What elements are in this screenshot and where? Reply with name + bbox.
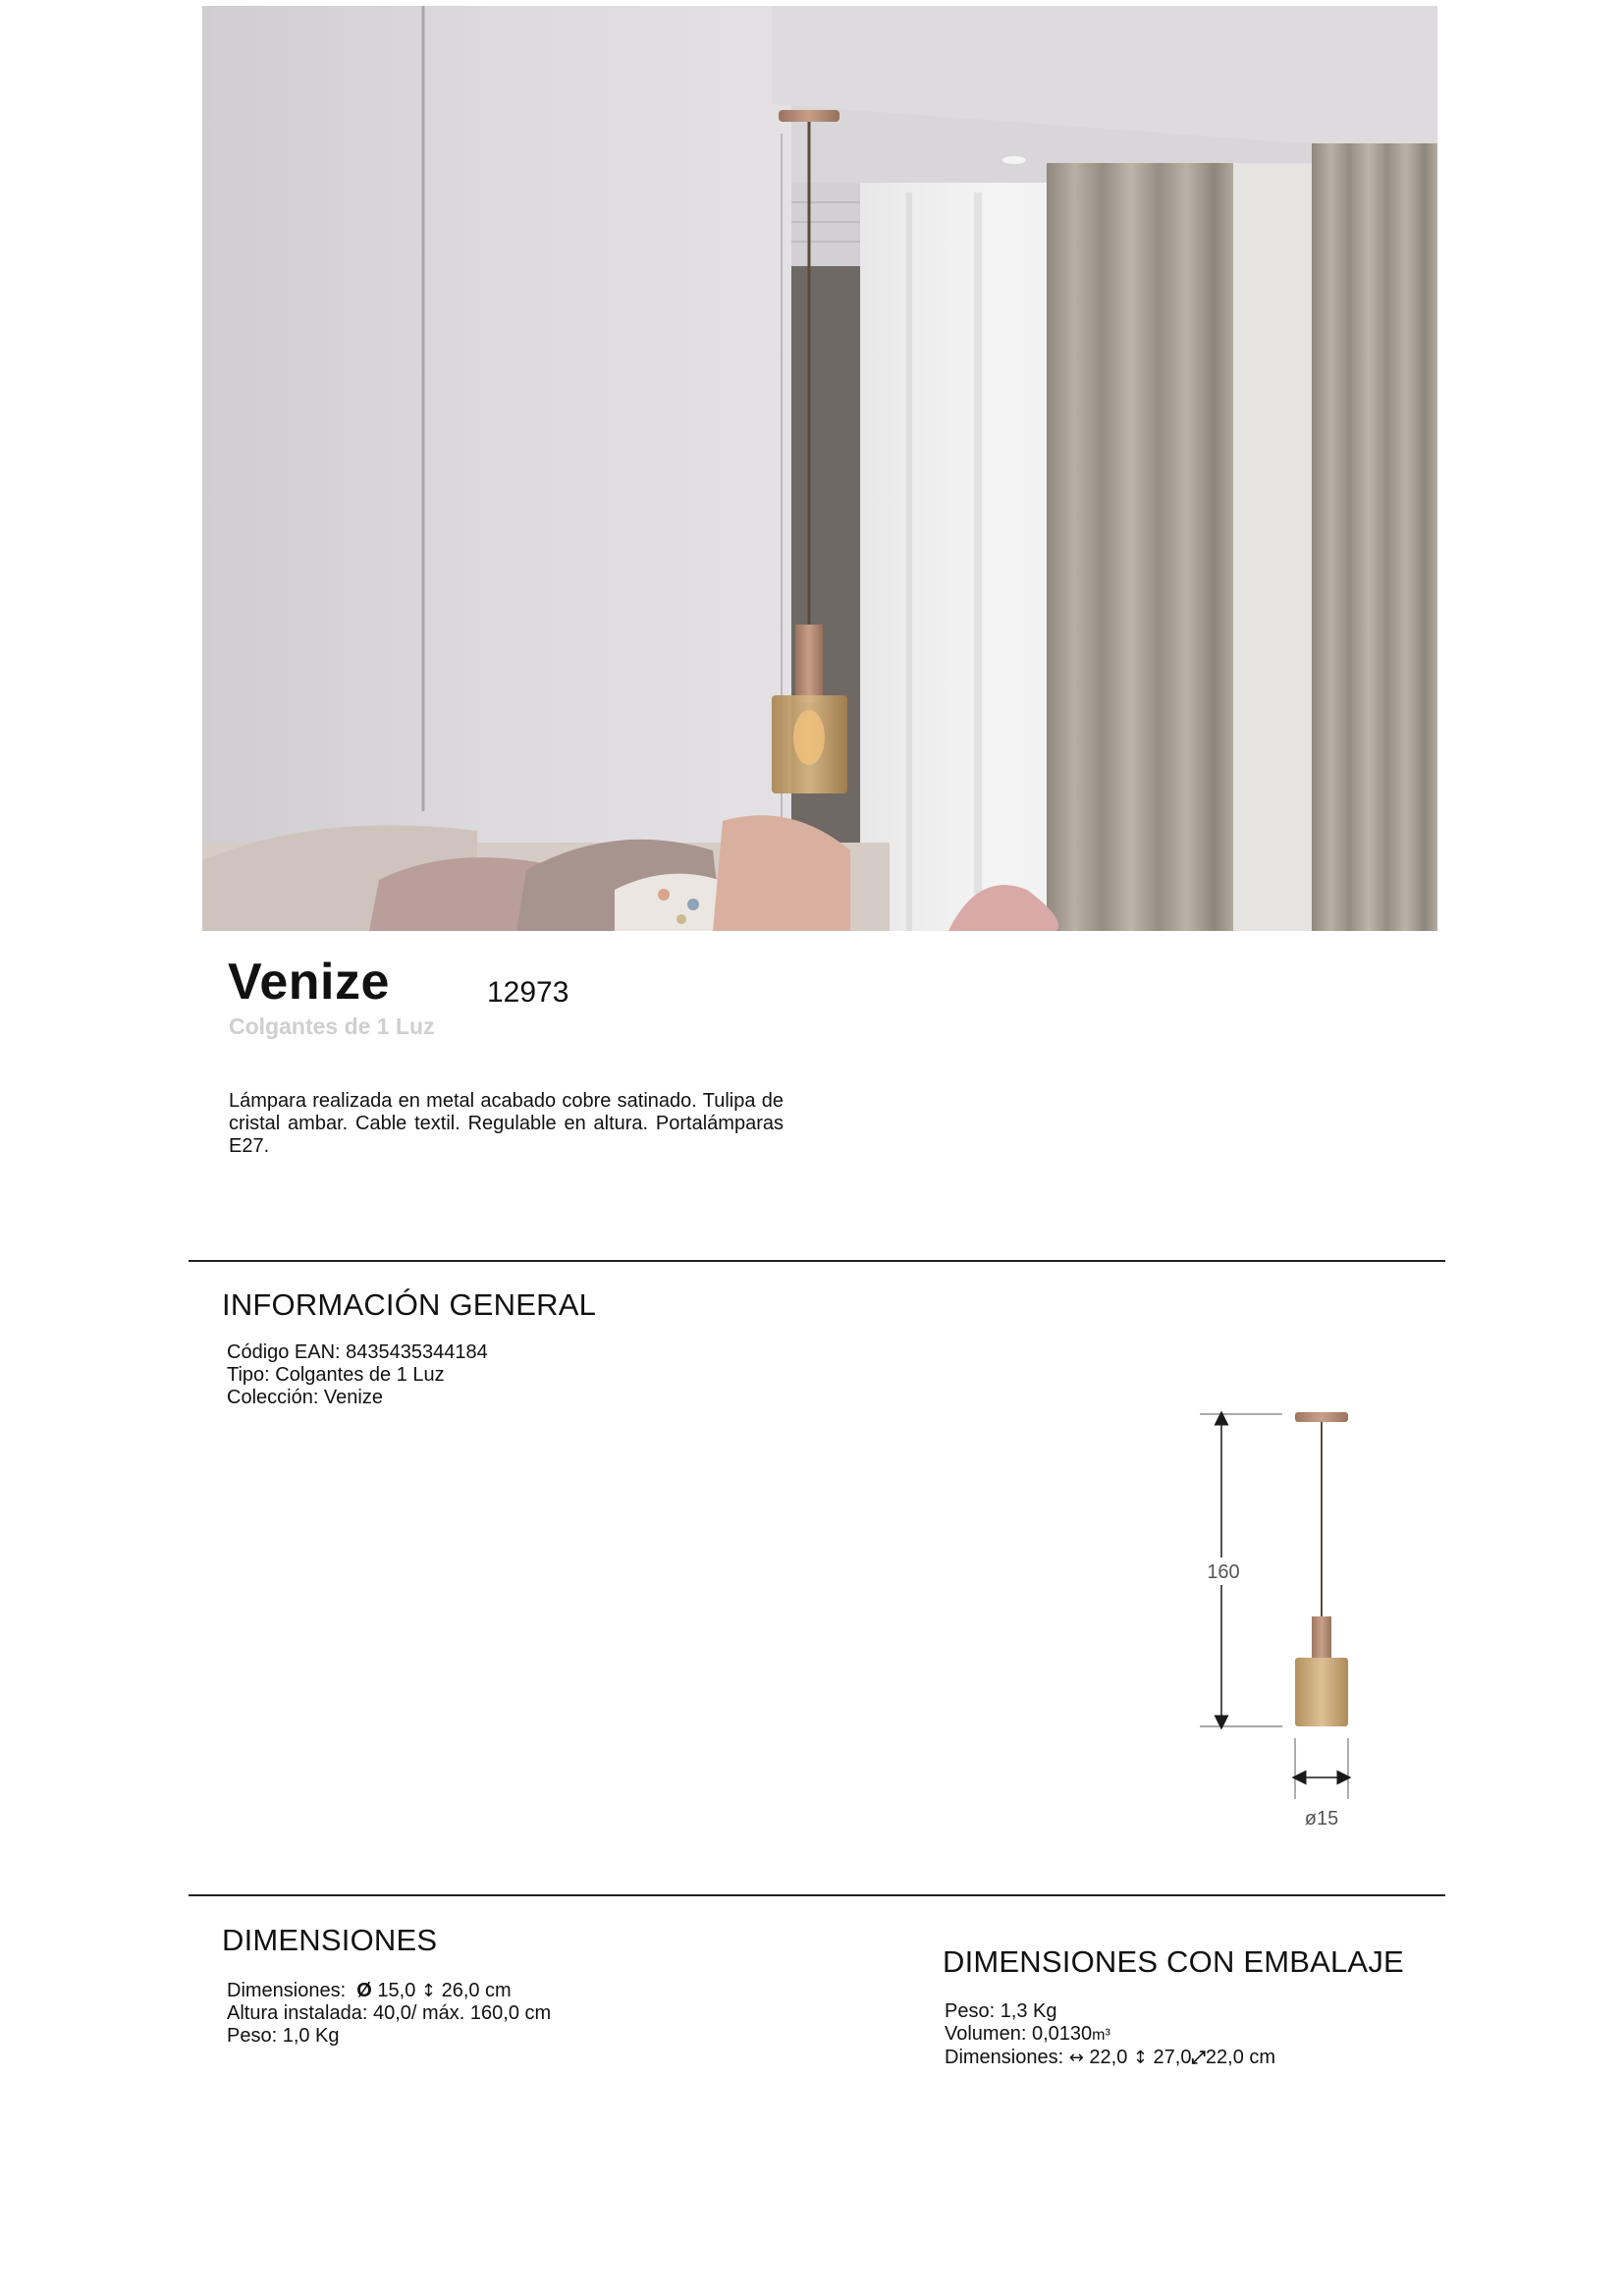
dimensions-title: DIMENSIONES xyxy=(222,1923,438,1957)
diameter-icon: Ø xyxy=(356,1980,372,2001)
room-scene-image xyxy=(202,6,1437,931)
lamp-dimension-diagram xyxy=(1184,1404,1400,1836)
height-arrow-icon: ↕ xyxy=(1132,2048,1148,2068)
general-info-list xyxy=(227,1341,488,1409)
packaging-depth: 22,0 cm xyxy=(1205,2047,1276,2068)
diameter-dimension-label: ø15 xyxy=(1304,1808,1339,1830)
packaging-dimensions-line xyxy=(945,2047,1275,2069)
cubic-meter-unit: m³ xyxy=(1092,2027,1110,2044)
glass-shade xyxy=(1295,1658,1348,1726)
packaging-dimensions-title: DIMENSIONES CON EMBALAJE xyxy=(943,1944,1404,1979)
packaging-list xyxy=(945,2000,1275,2069)
lampholder xyxy=(1312,1616,1331,1664)
packaging-width: 22,0 xyxy=(1089,2047,1128,2068)
product-code: 12973 xyxy=(487,976,569,1009)
dimensions-line xyxy=(227,1980,551,2002)
canopy xyxy=(1295,1412,1348,1422)
height-arrow-icon: ↕ xyxy=(420,1981,437,2001)
technical-drawing xyxy=(1184,1404,1400,1836)
weight-line: Peso: 1,0 Kg xyxy=(227,2025,340,2047)
general-info-title: INFORMACIÓN GENERAL xyxy=(222,1287,597,1322)
section-divider xyxy=(189,1260,1445,1262)
product-description: Lámpara realizada en metal acabado cobre satinado. Tulipa de cristal ambar. Cable textil. Regulable en altura. Portalámparas E27. xyxy=(229,1090,784,1157)
packaging-height: 27,0 xyxy=(1153,2047,1192,2068)
width-arrow-icon: ↔ xyxy=(1068,2048,1084,2068)
ean-code-line: Código EAN: 8435435344184 xyxy=(227,1341,488,1363)
dimensions-label: Dimensiones: xyxy=(227,1980,347,2001)
packaging-dimensions-label: Dimensiones: xyxy=(945,2047,1064,2068)
height-dimension-label: 160 xyxy=(1207,1561,1240,1583)
height-value: 26,0 cm xyxy=(441,1980,512,2001)
packaging-volume-line xyxy=(945,2023,1275,2047)
diameter-value: 15,0 xyxy=(377,1980,416,2001)
dimensions-list xyxy=(227,1980,551,2048)
product-subtitle: Colgantes de 1 Luz xyxy=(229,1013,435,1039)
installed-height-line: Altura instalada: 40,0/ máx. 160,0 cm xyxy=(227,2002,552,2024)
product-photo xyxy=(202,6,1437,931)
type-line: Tipo: Colgantes de 1 Luz xyxy=(227,1364,445,1386)
section-divider xyxy=(189,1894,1445,1896)
volume-value: Volumen: 0,0130 xyxy=(945,2023,1093,2045)
packaging-weight-line: Peso: 1,3 Kg xyxy=(945,2000,1057,2022)
collection-line: Colección: Venize xyxy=(227,1387,383,1408)
product-name: Venize xyxy=(228,954,390,1011)
depth-arrow-icon: ⤢ xyxy=(1191,2048,1206,2068)
